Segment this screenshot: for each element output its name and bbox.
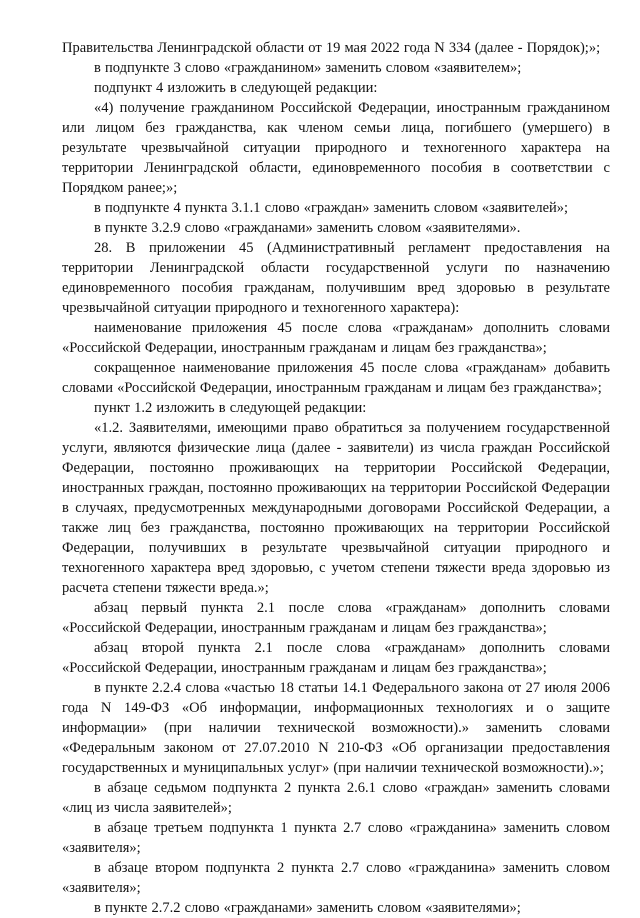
paragraph: в абзаце втором подпункта 2 пункта 2.7 слово «гражданина» заменить словом «заявителя»;	[62, 860, 610, 896]
paragraph: в абзаце седьмом подпункта 2 пункта 2.6.1 слово «граждан» заменить словами «лиц из числа заявителей»;	[62, 780, 610, 816]
paragraph-continuation: Правительства Ленинградской области от 19 мая 2022 года N 334 (далее - Порядок);»;	[62, 40, 601, 56]
paragraph: в пункте 2.7.2 слово «гражданами» заменить словом «заявителями»;	[94, 900, 521, 916]
paragraph: наименование приложения 45 после слова «гражданам» дополнить словами «Российской Федерации, иностранным гражданам и лицам без гражданства»;	[62, 320, 610, 356]
document-body	[62, 38, 610, 918]
paragraph: в абзаце третьем подпункта 1 пункта 2.7 слово «гражданина» заменить словом «заявителя»;	[62, 820, 610, 856]
paragraph: подпункт 4 изложить в следующей редакции:	[94, 80, 378, 96]
paragraph: пункт 1.2 изложить в следующей редакции:	[94, 400, 367, 416]
paragraph: в пункте 2.2.4 слова «частью 18 статьи 14.1 Федерального закона от 27 июля 2006 года N 149-ФЗ «Об информации, информационных технологиях и о защите информации» (при наличии технической возможности).» заменить словами «Федеральным законом от 27.07.2010 N 210-ФЗ «Об организации предоставления государственных и муниципальных услуг» (при наличии технической возможности).»;	[62, 680, 610, 776]
paragraph: «4) получение гражданином Российской Федерации, иностранным гражданином или лицом без гражданства, как членом семьи лица, погибшего (умершего) в результате чрезвычайной ситуации природного и техногенного характера на территории Ленинградской области, единовременного пособия в соответствии с Порядком ранее;»;	[62, 100, 610, 196]
paragraph: в подпункте 4 пункта 3.1.1 слово «граждан» заменить словом «заявителей»;	[94, 200, 569, 216]
paragraph: в пункте 3.2.9 слово «гражданами» заменить словом «заявителями».	[94, 220, 521, 236]
paragraph: абзац первый пункта 2.1 после слова «гражданам» дополнить словами «Российской Федерации, иностранным гражданам и лицам без гражданства»;	[62, 600, 610, 636]
paragraph: 28. В приложении 45 (Административный регламент предоставления на территории Ленинградской области государственной услуги по назначению единовременного пособия гражданам, получившим вред здоровью в результате чрезвычайной ситуации природного и техногенного характера):	[62, 240, 610, 316]
paragraph: абзац второй пункта 2.1 после слова «гражданам» дополнить словами «Российской Федерации, иностранным гражданам и лицам без гражданства»;	[62, 640, 610, 676]
paragraph: «1.2. Заявителями, имеющими право обратиться за получением государственной услуги, являются физические лица (далее - заявители) из числа граждан Российской Федерации, постоянно проживающих на территории Российской Федерации, иностранных граждан, постоянно проживающих на территории Российской Федерации в случаях, предусмотренных международными договорами Российской Федерации, а также лиц без гражданства, постоянно проживающих на территории Российской Федерации, получивших в результате чрезвычайной ситуации природного и техногенного характера вред здоровью, с учетом степени тяжести вреда здоровью из расчета степени тяжести вреда.»;	[62, 420, 610, 596]
paragraph: сокращенное наименование приложения 45 после слова «гражданам» добавить словами «Российской Федерации, иностранным гражданам и лицам без гражданства»;	[62, 360, 610, 396]
paragraph: в подпункте 3 слово «гражданином» заменить словом «заявителем»;	[94, 60, 522, 76]
